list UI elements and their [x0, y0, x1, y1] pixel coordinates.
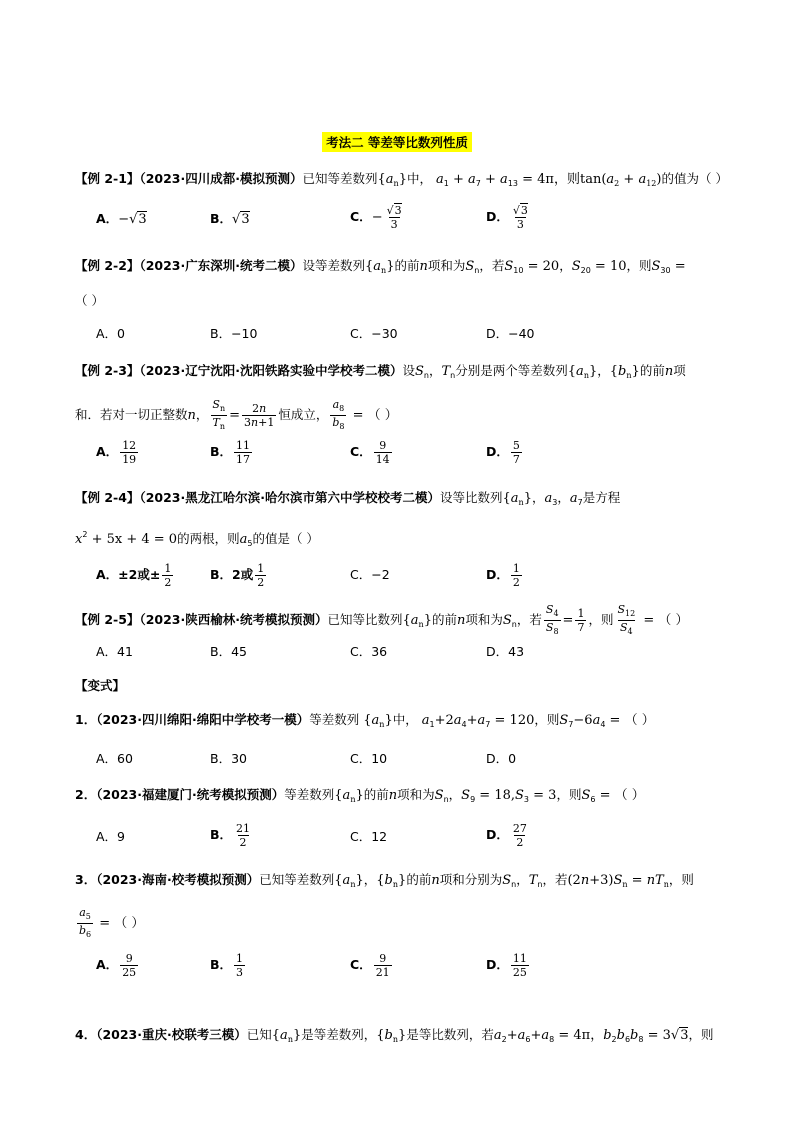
option-d: D． $\frac{√3}{3}$	[486, 204, 528, 231]
option-b: B． $\frac{1}{3}$	[210, 952, 244, 979]
option-b: B．30	[210, 751, 247, 766]
variant-3-line2: $\frac{a_5}{b_6}$ = （ ）	[79, 906, 145, 939]
option-b: B． $\frac{21}{2}$	[210, 822, 251, 849]
option-d: D．43	[486, 644, 525, 659]
example-2-3-line2: 和．若对一切正整数n， $\frac{S_n}{T_n}$ = $\frac{2n}{3n+1}$ 恒成立， $\frac{a_8}{b_8}$ = （ ）	[75, 398, 398, 431]
option-c: C．−30	[350, 326, 398, 341]
variant-2-stem: 2．（2023·福建厦门·统考模拟预测）等差数列$\{a_n\}$的前n项和为$S_n$，$S_9 = 18,S_3 = 3$，则$S_6$ = （ ）	[75, 787, 645, 804]
option-c: C． $\frac{9}{21}$	[350, 952, 390, 979]
variant-3-stem: 3．（2023·海南·校考模拟预测）已知等差数列$\{a_n\}$，$\{b_n\}$的前n项和分别为$S_n$，$T_n$，若$(2n+3)S_n = nT_n$，则	[75, 872, 694, 889]
option-a: A．−√3	[96, 211, 147, 227]
example-2-5-stem: 【例 2-5】（2023·陕西榆林·统考模拟预测）已知等比数列$\{a_n\}$的前n项和为$S_n$，若 $\frac{S_4}{S_8}$ = $\frac{1}{7}$ ，则 $\frac{S_{12}}{S_4}$ = （ ）	[75, 603, 689, 636]
option-d: D． $\frac{5}{7}$	[486, 439, 520, 466]
option-a: A． $\frac{12}{19}$	[96, 439, 137, 466]
option-c: C．12	[350, 829, 388, 844]
option-c: C． $\frac{9}{14}$	[350, 439, 390, 466]
option-a: A．9	[96, 829, 126, 844]
option-b: B．√3	[210, 211, 250, 227]
example-2-2-blank: （ ）	[75, 293, 104, 308]
option-b: B．2或 $\frac{1}{2}$	[210, 562, 265, 589]
variants-heading: 【变式】	[75, 678, 126, 693]
example-2-2-stem: 【例 2-2】（2023·广东深圳·统考二模）设等差数列$\{a_n\}$的前n项和为$S_n$，若$S_{10} = 20$，$S_{20} = 10$，则$S_{30}$ =	[75, 258, 686, 275]
option-c: C．36	[350, 644, 388, 659]
option-d: D．0	[486, 751, 517, 766]
example-2-4-stem: 【例 2-4】（2023·黑龙江哈尔滨·哈尔滨市第六中学校校考二模）设等比数列$\{a_n\}$，$a_3$，$a_7$是方程	[75, 490, 621, 507]
option-d: D． $\frac{11}{25}$	[486, 952, 527, 979]
section-title: 考法二 等差等比数列性质	[322, 132, 472, 152]
option-d: D． $\frac{1}{2}$	[486, 562, 520, 589]
option-a: A．41	[96, 644, 133, 659]
option-d: D．−40	[486, 326, 535, 341]
option-a: A．0	[96, 326, 126, 341]
option-a: A．±2或± $\frac{1}{2}$	[96, 562, 172, 589]
option-b: B． $\frac{11}{17}$	[210, 439, 251, 466]
example-2-3-stem: 【例 2-3】（2023·辽宁沈阳·沈阳铁路实验中学校考二模）设$S_n$，$T_n$分别是两个等差数列$\{a_n\}$，$\{b_n\}$的前n项	[75, 363, 686, 380]
option-b: B．−10	[210, 326, 258, 341]
option-d: D． $\frac{27}{2}$	[486, 822, 527, 849]
option-c: C．− $\frac{√3}{3}$	[350, 204, 402, 231]
variant-1-stem: 1．（2023·四川绵阳·绵阳中学校考一模）等差数列 $\{a_n\}$中， $a_1+2a_4+a_7 = 120$，则$S_7-6a_4$ = （ ）	[75, 712, 655, 729]
option-c: C．−2	[350, 567, 390, 582]
variant-4-stem: 4．（2023·重庆·校联考三模）已知$\{a_n\}$是等差数列，$\{b_n\}$是等比数列，若$a_2+a_6+a_8 = 4\pi$，$b_2b_6b_8 = 3√3$，则	[75, 1027, 714, 1044]
option-c: C．10	[350, 751, 388, 766]
example-2-1-stem: 【例 2-1】（2023·四川成都·模拟预测）已知等差数列$\{a_n\}$中， $a_1 + a_7 + a_{13} = 4\pi$，则$\tan(a_2 + a_{12})$的值为（ ）	[75, 171, 728, 188]
option-a: A．60	[96, 751, 133, 766]
example-2-4-line2: $x^2 + 5x + 4 = 0$的两根，则$a_5$的值是（ ）	[75, 530, 319, 548]
option-a: A． $\frac{9}{25}$	[96, 952, 137, 979]
option-b: B．45	[210, 644, 247, 659]
